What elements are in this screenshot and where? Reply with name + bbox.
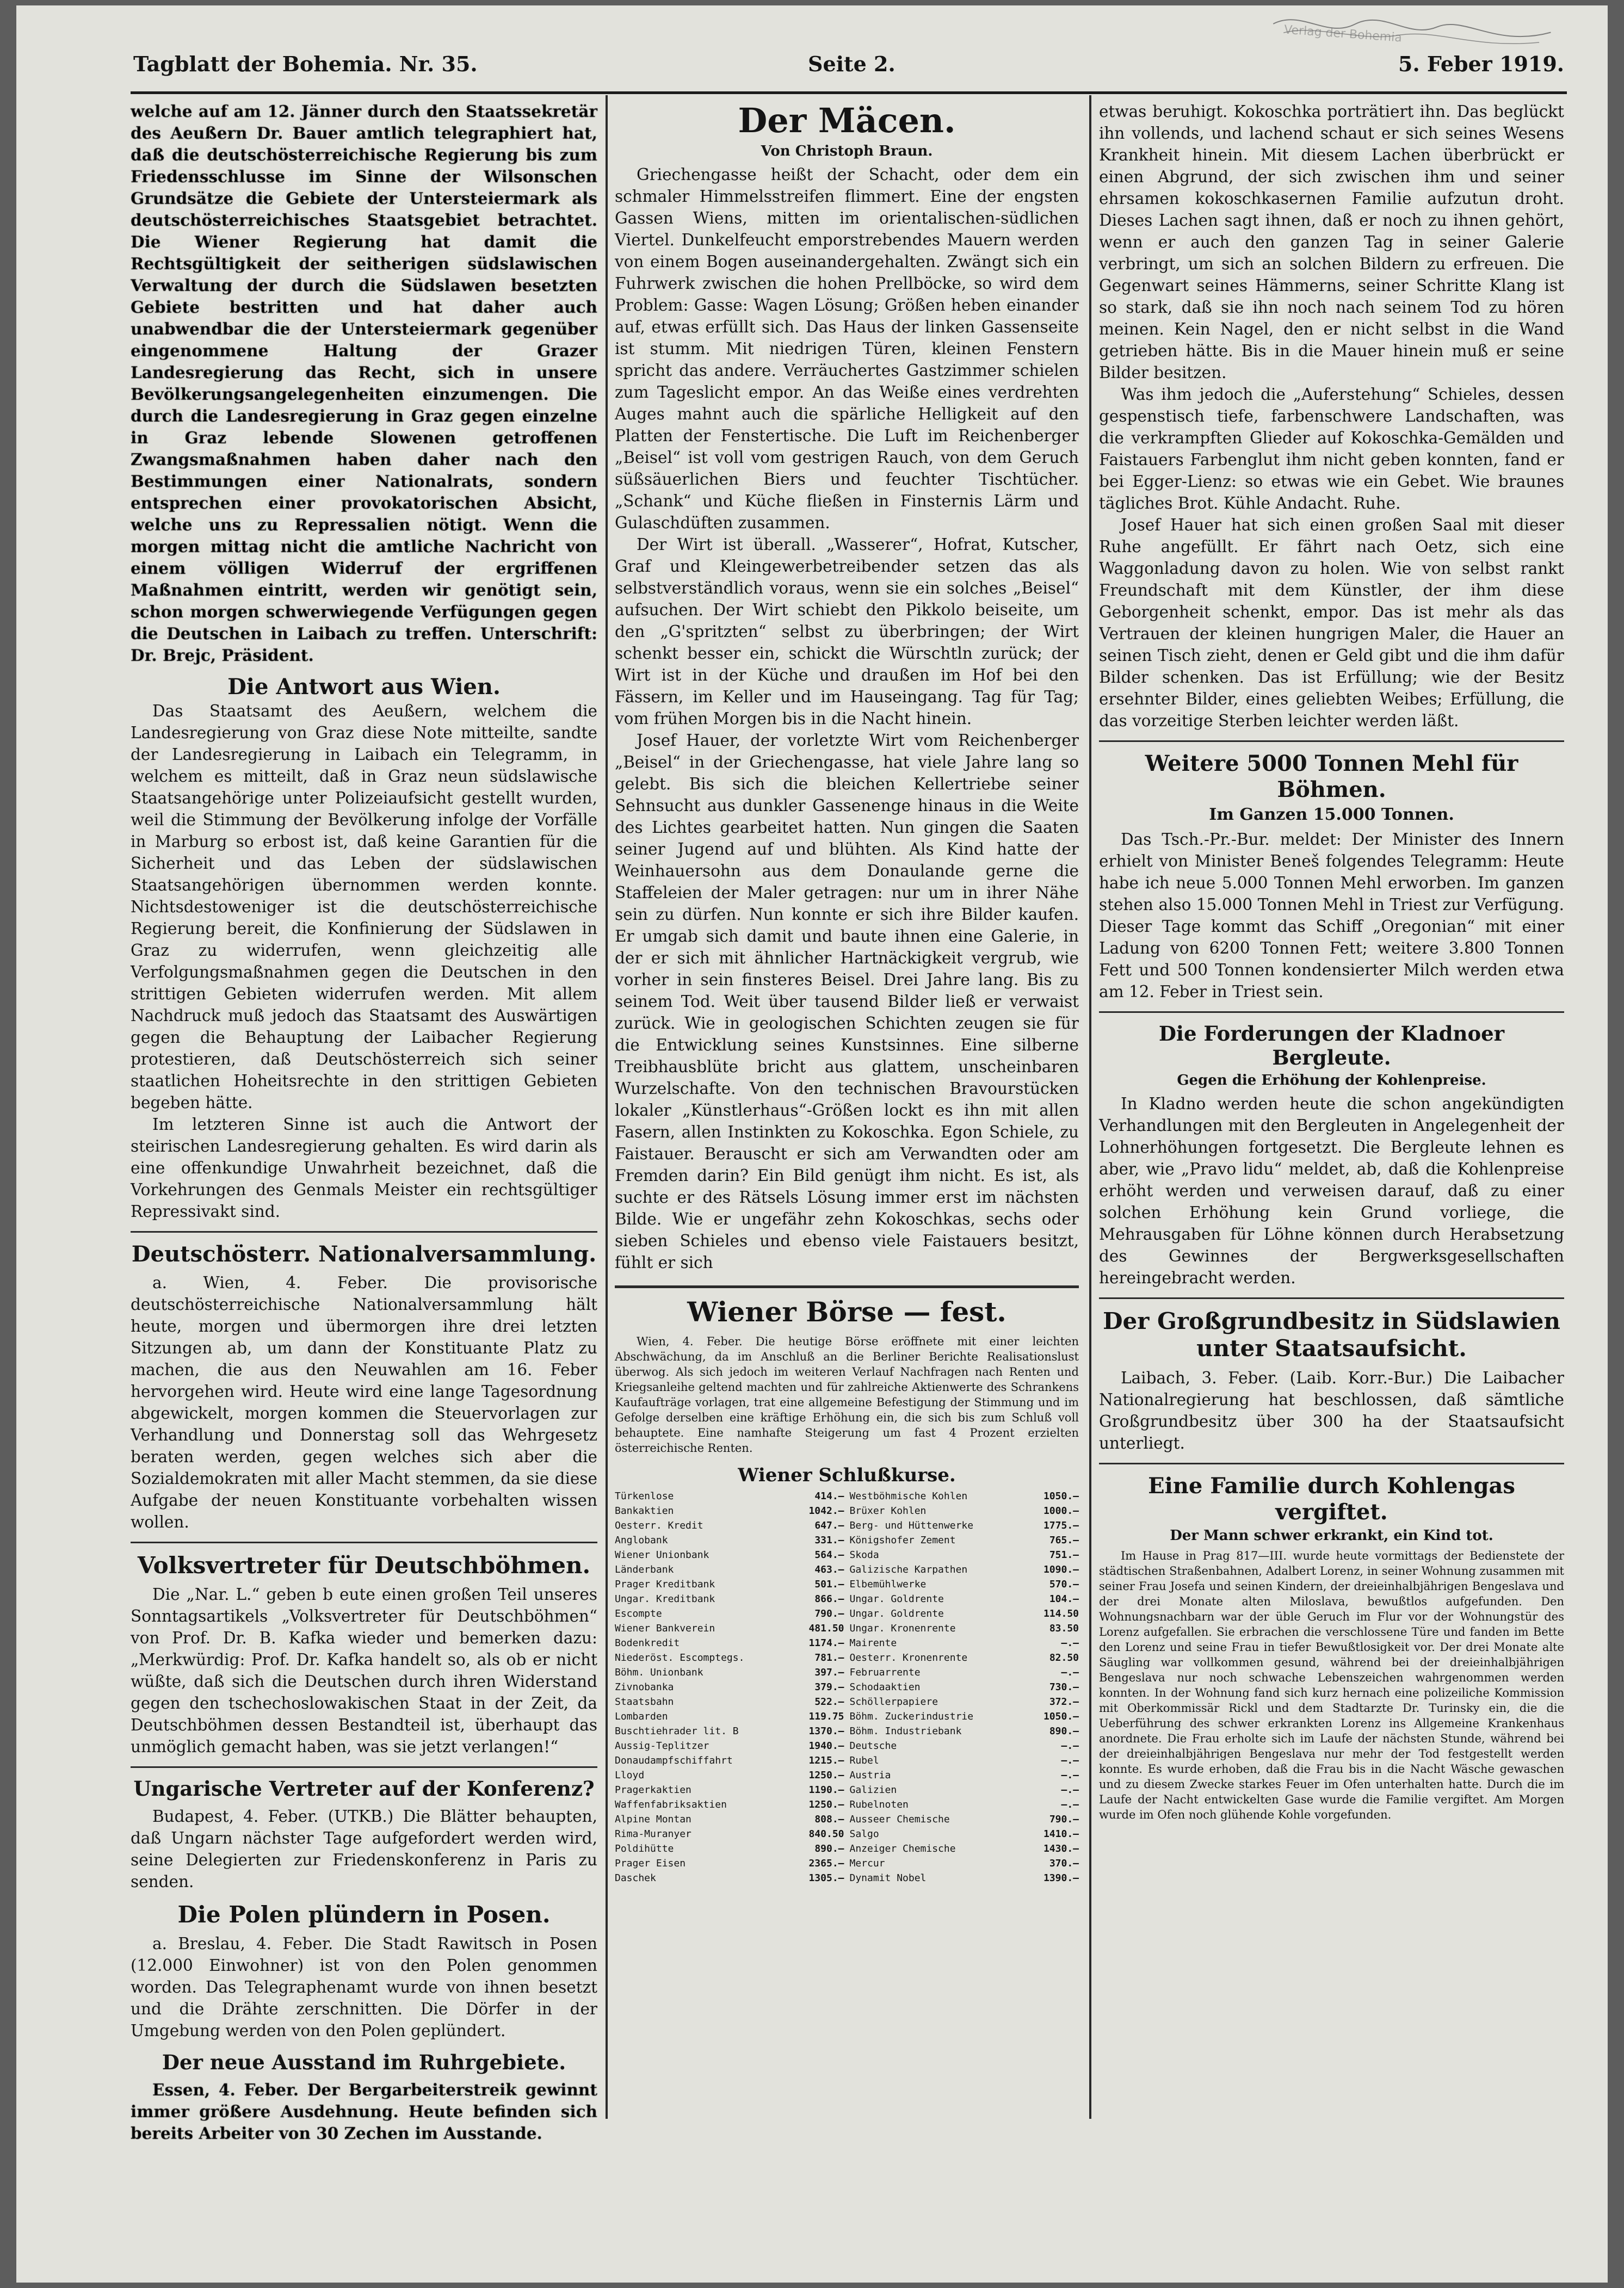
article-nationalversammlung: a. Wien, 4. Feber. Die provisorische deutschösterreichische Nationalversammlung hält heute, morgen und übermorgen ihre drei letzten Sitzungen ab, um dann der Konstituante Platz zu machen, die aus den Neuwahlen am 16. Feber hervorgehen wird. Heute wird eine lange Tagesordnung abgewickelt, morgen kommen die Steuervorlagen zur Verhandlung und Donnerstag soll das Wehrgesetz beraten werden, gegen welches sich aber die Sozialdemokraten mit aller Macht stemmen, da sie diese Aufgabe der neuen Konstituante vorbehalten wissen wollen. [131, 1273, 597, 1531]
quote-value: —.— [1061, 1784, 1079, 1796]
quote-row [615, 1841, 844, 1856]
quote-name: Alpine Montan [615, 1814, 691, 1826]
headline-maecen: Der Mäcen. [738, 101, 956, 140]
quote-name: Böhm. Industriebank [849, 1726, 962, 1737]
quote-name: Westböhmische Kohlen [849, 1491, 968, 1502]
quote-name: Oesterr. Kronenrente [849, 1652, 968, 1664]
quote-value: 1430.— [1043, 1843, 1079, 1855]
quote-row [850, 1827, 1079, 1841]
quote-value: 1050.— [1043, 1711, 1079, 1723]
quote-name: Ausseer Chemische [849, 1814, 950, 1826]
quote-name: Staatsbahn [615, 1696, 674, 1708]
headline-boerse: Wiener Börse — fest. [687, 1296, 1006, 1328]
quote-name: Lloyd [615, 1770, 645, 1782]
quotes-left-column [615, 1489, 844, 1885]
quote-value: —.— [1061, 1799, 1079, 1811]
quote-row [850, 1548, 1079, 1562]
quote-value: 379.— [814, 1681, 844, 1693]
quote-name: Rubel [849, 1755, 879, 1767]
article-ruhrgebiet: Essen, 4. Feber. Der Bergarbeiterstreik gewinnt immer größere Ausdehnung. Heute befinden sich bereits Arbeiter von 30 Zechen im Ausstande. [131, 2080, 597, 2143]
quote-value: 1250.— [808, 1770, 844, 1782]
quote-row [615, 1621, 844, 1636]
quote-value: 564.— [814, 1549, 844, 1561]
quote-row [615, 1856, 844, 1871]
quote-value: 83.50 [1049, 1623, 1079, 1635]
headline-ungarn: Ungarische Vertreter auf der Konferenz? [133, 1777, 595, 1801]
article-kladno: In Kladno werden heute die schon angekündigten Verhandlungen mit den Bergleuten in Angelegenheit der Lohnerhöhungen fortgesetzt. Die Bergleute lehnen es aber, wie „Pravo lidu“ meldet, ab, daß die Kohlenpreise erhöht werden und verweisen darauf, daß zu einer solchen Erhöhung kein Grund vorliege, die Mehrausgaben für Löhne können durch Herabsetzung des Gewinnes der Bergwerksgesellschaften hereingebracht werden. [1099, 1094, 1564, 1287]
section-rule [1099, 740, 1564, 742]
quote-value: 1174.— [808, 1637, 844, 1649]
quote-name: Bankaktien [615, 1505, 674, 1517]
quote-row [850, 1768, 1079, 1783]
quote-row [615, 1724, 844, 1739]
newspaper-page [16, 5, 1608, 2283]
quote-value: 781.— [814, 1652, 844, 1664]
quotes-table [615, 1489, 1079, 1885]
quote-row [850, 1841, 1079, 1856]
quote-row [850, 1562, 1079, 1577]
article-antwort: Das Staatsamt des Aeußern, welchem die Landesregierung von Graz diese Note mitteilte, sandte der Landesregierung in Laibach ein Telegramm, in welchem es mitteilt, daß in Graz neun südslawische Staatsangehörige unter Polizeiaufsicht gestellt wurden, weil die Stimmung der Bevölkerung infolge der Vorfälle in Marburg so erbost ist, daß keine Garantien für die Sicherheit und das Leben der südslawischen Staatsangehörigen übernommen werden konnte. Nichtsdestoweniger ist die deutschösterreichische Regierung bereit, die Konfinierung der Südslawen in Graz zu widerrufen, wenn gleichzeitig alle Verfolgungsmaßnahmen gegen die Deutschen in den strittigen Gebieten widerrufen werden. Mit allem Nachdruck muß jedoch das Staatsamt des Auswärtigen gegen die Behauptung der Laibacher Regierung protestieren, daß Deutschösterreich sich seiner staatlichen Hoheitsrechte in den strittigen Gebieten begeben hätte. [131, 702, 597, 1112]
quote-name: Ungar. Goldrente [849, 1608, 944, 1620]
quote-name: Waffenfabriksaktien [615, 1799, 727, 1811]
quote-value: 751.— [1049, 1549, 1079, 1561]
quote-row [850, 1518, 1079, 1533]
quote-row [615, 1797, 844, 1812]
quote-name: Skoda [849, 1549, 879, 1561]
quote-row [615, 1753, 844, 1768]
quote-name: Anglobank [615, 1535, 668, 1547]
quote-row [615, 1739, 844, 1753]
quote-row [615, 1650, 844, 1665]
quote-name: Escompte [615, 1608, 662, 1620]
feuilleton-cont-p2: Was ihm jedoch die „Auferstehung“ Schieles, dessen gespenstisch tiefe, farbenschwere Landschaften, was die verkrampften Glieder auf Kokoschka-Gemälden und Faistauers Farbenglut ihm nicht geben konnten, fand er bei Egger-Lienz: so etwas wie ein Gebet. Wie braunes tägliches Brot. Kühle Andacht. Ruhe. [1099, 385, 1564, 512]
quote-name: Poldihütte [615, 1843, 674, 1855]
quote-row [850, 1739, 1079, 1753]
quote-value: 790.— [1049, 1814, 1079, 1826]
quote-row [850, 1592, 1079, 1606]
quote-value: 1050.— [1043, 1491, 1079, 1502]
quote-row [850, 1665, 1079, 1680]
quote-value: —.— [1061, 1667, 1079, 1679]
headline-polen: Die Polen plündern in Posen. [177, 1901, 551, 1928]
subhead-kohlengas: Der Mann schwer erkrankt, ein Kind tot. [1170, 1527, 1493, 1544]
quote-row [615, 1695, 844, 1709]
quote-row [615, 1606, 844, 1621]
quote-value: 808.— [814, 1814, 844, 1826]
quote-value: 647.— [814, 1520, 844, 1532]
quote-row [850, 1753, 1079, 1768]
quote-name: Donaudampfschiffahrt [615, 1755, 733, 1767]
quote-row [615, 1636, 844, 1650]
quote-name: Königshofer Zement [849, 1535, 956, 1547]
quote-name: Zivnobanka [615, 1681, 674, 1693]
column-left [131, 101, 597, 2143]
quote-value: 1940.— [808, 1740, 844, 1752]
quote-name: Mairente [849, 1637, 897, 1649]
article-polen: a. Breslau, 4. Feber. Die Stadt Rawitsch in Posen (12.000 Einwohner) ist von den Polen genommen worden. Das Telegraphenamt wurde von ihnen besetzt und die Drähte zerschnitten. Die Dörfer in der Umgebung werden von den Polen geplündert. [131, 1934, 597, 2040]
quote-name: Dynamit Nobel [849, 1872, 927, 1884]
quote-row [615, 1871, 844, 1885]
headline-kladno: Die Forderungen der Kladnoer Bergleute. [1158, 1022, 1505, 1070]
quote-row [850, 1636, 1079, 1650]
quote-row [850, 1812, 1079, 1827]
quote-value: 481.50 [808, 1623, 844, 1635]
quote-value: 1390.— [1043, 1872, 1079, 1884]
quote-value: 730.— [1049, 1681, 1079, 1693]
quote-name: Wiener Unionbank [615, 1549, 709, 1561]
byline-maecen: Von Christoph Braun. [761, 143, 933, 160]
quote-value: 1042.— [808, 1505, 844, 1517]
quote-value: 82.50 [1049, 1652, 1079, 1664]
quote-row [615, 1827, 844, 1841]
quote-name: Türkenlose [615, 1491, 674, 1502]
quote-name: Prager Kreditbank [615, 1579, 715, 1591]
quote-row [850, 1621, 1079, 1636]
quote-value: 1370.— [808, 1726, 844, 1737]
column-right [1099, 101, 1564, 2124]
quote-value: 1000.— [1043, 1505, 1079, 1517]
article-continuation: welche auf am 12. Jänner durch den Staatssekretär des Aeußern Dr. Bauer amtlich telegraphiert hat, daß die deutschösterreichische Regierung bis zum Friedensschlusse im Sinne der Wilsonschen Grundsätze die Gebiete der Untersteiermark als deutschösterreichisches Staatsgebiet betrachtet. Die Wiener Regierung hat damit die Rechtsgültigkeit der seitherigen südslawischen Verwaltung der durch die Südslawen besetzten Gebiete bestritten und hat daher auch unabwendbar die der Untersteiermark gegenüber eingenommene Haltung der Grazer Landesregierung das Recht, sich in unsere Bevölkerungsangelegenheiten einzumengen. Die durch die Landesregierung in Graz gegen einzelne in Graz lebende Slowenen getroffenen Zwangsmaßnahmen haben daher nach den Bestimmungen einer Nationalrats, sondern entsprechen einer provokatorischen Absicht, welche uns zu Repressalien nötigt. Wenn die morgen mittag nicht die amtliche Nachricht von einem völligen Widerruf der ergriffenen Maßnahmen eintritt, werden wir genötigt sein, schon morgen schwerwiegende Verfügungen gegen die Deutschen in Laibach zu treffen. Unterschrift: Dr. Brejc, Präsident. [131, 102, 597, 665]
quote-value: —.— [1061, 1755, 1079, 1767]
quote-value: 463.— [814, 1564, 844, 1576]
quote-value: 119.75 [808, 1711, 844, 1723]
quote-value: 866.— [814, 1593, 844, 1605]
headline-grossgrundbesitz: Der Großgrundbesitz in Südslawien unter Staatsaufsicht. [1103, 1307, 1560, 1362]
quote-row [850, 1489, 1079, 1504]
quote-name: Lombarden [615, 1711, 668, 1723]
quote-name: Wiener Bankverein [615, 1623, 715, 1635]
feuilleton-p3: Josef Hauer, der vorletzte Wirt vom Reichenberger „Beisel“ in der Griechengasse, hat viele Jahre lang so gelebt. Bis sich die bleichen Kellertriebe seiner Sehnsucht aus dunkler Gassenenge hinaus in die Weite des Lichtes gearbeitet hatten. Nun gingen die Saaten seiner Jugend auf und blühten. Als Kind hatte der Weinhauersohn aus dem Donaulande gerne die Staffeleien der Maler getragen: nur um in ihrer Nähe sein zu dürfen. Nun konnte er sich ihre Bilder kaufen. Er umgab sich damit und baute ihnen eine Galerie, in der er sich mit ähnlicher Hartnäckigkeit vergrub, wie vorher in sein finsteres Beisel. Drei Jahre lang. Bis zu seinem Tod. Weit über tausend Bilder ließ er verwaist zurück. Wie in geologischen Schichten zeugen sie für die Entwicklung seines Kunstsinnes. Eine silberne Treibhausblüte bricht aus glattem, unscheinbaren Wurzelschafte. Von den technischen Bravourstücken lokaler „Künstlerhaus“-Größen lockt es ihn mit allen Fasern, allen Instinkten zu Kokoschka. Egon Schiele, zu Faistauer. Berauscht er sich am Verwandten oder am Fremden darin? Ein Bild genügt ihm nicht. Es ist, als suchte er des Rätsels Lösung immer erst im nächsten Bilde. Wie er ungefähr zehn Kokoschkas, sechs oder sieben Schieles und ebenso viele Faistauers besitzt, fühlt er sich [615, 731, 1079, 1272]
quote-name: Austria [849, 1770, 891, 1782]
quote-value: 1215.— [808, 1755, 844, 1767]
quote-name: Buschtiehrader lit. B [615, 1726, 739, 1737]
section-rule [131, 1766, 597, 1768]
quote-row [615, 1518, 844, 1533]
headline-antwort: Die Antwort aus Wien. [227, 674, 501, 700]
subhead-kladno: Gegen die Erhöhung der Kohlenpreise. [1177, 1072, 1486, 1089]
quote-value: 840.50 [808, 1828, 844, 1840]
quote-name: Galizische Karpathen [849, 1564, 968, 1576]
quote-row [615, 1680, 844, 1695]
page-header [133, 52, 1564, 84]
quote-row [850, 1650, 1079, 1665]
quote-value: 1410.— [1043, 1828, 1079, 1840]
headline-mehl: Weitere 5000 Tonnen Mehl für Böhmen. [1145, 751, 1518, 802]
quote-row [850, 1606, 1079, 1621]
quote-name: Februarrente [849, 1667, 921, 1679]
section-rule [615, 1285, 1079, 1288]
quote-value: 570.— [1049, 1579, 1079, 1591]
article-kohlengas: Im Hause in Prag 817—III. wurde heute vormittags der Bedienstete der städtischen Straßenbahnen, Adalbert Lorenz, in seiner Wohnung zusammen mit seiner Frau Josefa und seinen Kindern, der dreieinhalbjährigen Bengeslava und der drei Monate alten Miloslava, bewußtlos aufgefunden. Den Wohnungsnachbarn war der üble Geruch im Flur vor der Wohnungstür des Lorenz aufgefallen. Sie erbrachen die verschlossene Türe und fanden im Bette den Lorenz und seine Frau in tiefer Bewußtlosigkeit vor. Der drei Monate alte Säugling war vollkommen gesund, während bei der dreieinhalbjährigen Bengeslava nur noch schwache Lebenszeichen wahrgenommen werden konnten. In der Wohnung fand sich kurz hernach eine polizeiliche Kommission mit Oberkommissär Rickl und dem Stadtarzte Dr. Turinsky ein, die die Ueberführung des schwer erkrankten Lorenz ins Allgemeine Krankenhaus anordnete. Die Frau erholte sich im Laufe der nächsten Stunde, während bei der dreieinhalbjährigen Bengeslava nur mehr der Tod festgestellt werden konnte. Es wurde erhoben, daß die Frau bis in die Nacht Wäsche gewaschen und zu diesem Zwecke starkes Feuer im Ofen unterhalten hatte. Durch die im Laufe der Nacht entwickelten Gase wurde die Familie vergiftet. Am Morgen wurde im Ofen noch glühende Kohle vorgefunden. [1099, 1549, 1564, 1821]
header-rule [131, 91, 1567, 94]
quote-value: —.— [1061, 1637, 1079, 1649]
quotes-right-column [850, 1489, 1079, 1885]
quote-value: 104.— [1049, 1593, 1079, 1605]
feuilleton-p1: Griechengasse heißt der Schacht, oder dem ein schmaler Himmelsstreifen flimmert. Eine der engsten Gassen Wiens, mitten im orientalischen-südlichen Viertel. Dunkelfeucht emporstrebendes Mauern werden von einem Bogen auseinandergehalten. Zwängt sich ein Fuhrwerk zwischen die hohen Prellböcke, so wird dem Problem: Gasse: Wagen Lösung; Größen heben einander auf, etwas erfüllt sich. Das Haus der linken Gassenseite ist stumm. Mit niedrigen Türen, kleinen Fenstern spricht das andere. Verräuchertes Gastzimmer schielen zum Tageslicht empor. An das Weiße eines verdrehten Auges mahnt auch die spärliche Helligkeit auf den Platten der Fenstertische. Die Luft im Reichenberger „Beisel“ ist voll vom gestrigen Rauch, von dem Geruch süßsäuerlichen Biers und feuchter Tischtücher. „Schank“ und Küche fließen in Finsternis Lärm und Gulaschdüften zusammen. [615, 165, 1079, 533]
header-page-number: Seite 2. [808, 52, 896, 76]
quote-value: 1090.— [1043, 1564, 1079, 1576]
quote-name: Anzeiger Chemische [849, 1843, 956, 1855]
feuilleton-p2: Der Wirt ist überall. „Wasserer“, Hofrat, Kutscher, Graf und Kleingewerbetreibender setzen das als selbstverständlich voraus, wenn sie ein solches „Beisel“ aufsuchen. Der Wirt schiebt den Pikkolo beiseite, um den „G'spritzten“ selbst zu überbringen; der Wirt schenkt besser ein, schickt die Würschtln zurück; der Wirt ist in der Küche und draußen im Hof bei den Fässern, im Keller und im Hauseingang. Tag für Tag; vom frühen Morgen bis in die Nacht hinein. [615, 535, 1079, 728]
headline-schlusskurse: Wiener Schlußkurse. [738, 1464, 956, 1487]
section-rule [131, 1231, 597, 1233]
quote-value: 1190.— [808, 1784, 844, 1796]
quote-row [615, 1812, 844, 1827]
quote-row [850, 1871, 1079, 1885]
header-paper-name: Tagblatt der Bohemia. Nr. 35. [133, 52, 478, 76]
quote-name: Schöllerpapiere [849, 1696, 938, 1708]
headline-kohlengas: Eine Familie durch Kohlengas vergiftet. [1148, 1473, 1515, 1525]
feuilleton-cont-p1: etwas beruhigt. Kokoschka porträtiert ihn. Das beglückt ihn vollends, und lachend schaut er sich seines Wesens Krankheit hinein. Mit diesem Lachen überbrückt er einen Abgrund, der sich zwischen ihm und seiner ehrsamen kokoschkasernen Familie aufzutun droht. Dieses Lachen sagt ihnen, daß er noch zu ihnen gehört, wenn er auch den ganzen Tag in seiner Galerie verbringt, um sich an solchen Bildern zu erfreuen. Die Gegenwart seines Hämmerns, seiner Schritte Klang ist so stark, daß sie ihn noch nach seinem Tod zu hören meinen. Kein Nagel, den er nicht selbst in die Wand getrieben hätte. Bis in die Mauer hinein muß er seine Bilder besitzen. [1099, 102, 1564, 382]
column-middle [615, 101, 1079, 2222]
quote-value: 331.— [814, 1535, 844, 1547]
column-divider-2 [1089, 95, 1091, 2119]
quote-row [850, 1695, 1079, 1709]
quote-value: 114.50 [1043, 1608, 1079, 1620]
quote-row [615, 1504, 844, 1518]
quote-name: Deutsche [849, 1740, 897, 1752]
quote-name: Rima-Muranyer [615, 1828, 691, 1840]
quote-name: Ungar. Kreditbank [615, 1593, 715, 1605]
quote-value: 1775.— [1043, 1520, 1079, 1532]
quote-row [615, 1665, 844, 1680]
quote-value: 414.— [814, 1491, 844, 1502]
quote-value: 890.— [1049, 1726, 1079, 1737]
quote-row [850, 1709, 1079, 1724]
quote-row [850, 1724, 1079, 1739]
quote-value: 372.— [1049, 1696, 1079, 1708]
quote-name: Länderbank [615, 1564, 674, 1576]
quote-value: 790.— [814, 1608, 844, 1620]
quote-name: Schodaaktien [849, 1681, 921, 1693]
quote-row [615, 1709, 844, 1724]
section-rule [1099, 1297, 1564, 1299]
quote-value: 765.— [1049, 1535, 1079, 1547]
quote-row [850, 1680, 1079, 1695]
quote-value: 1250.— [808, 1799, 844, 1811]
quote-value: 501.— [814, 1579, 844, 1591]
quote-row [615, 1768, 844, 1783]
quote-name: Brüxer Kohlen [849, 1505, 927, 1517]
quote-name: Pragerkaktien [615, 1784, 691, 1796]
article-antwort-2: Im letzteren Sinne ist auch die Antwort der steirischen Landesregierung gehalten. Es wird darin als eine offenkundige Unwahrheit bezeichnet, daß die Vorkehrungen des Genmals Meister ein rechtsgültiger Repressivakt sind. [131, 1115, 597, 1221]
header-date: 5. Feber 1919. [1398, 52, 1564, 76]
column-divider-1 [606, 95, 608, 2119]
quote-name: Salgo [849, 1828, 879, 1840]
quote-name: Rubelnoten [849, 1799, 909, 1811]
quote-row [615, 1577, 844, 1592]
quote-value: 522.— [814, 1696, 844, 1708]
quote-row [850, 1577, 1079, 1592]
feuilleton-cont-p3: Josef Hauer hat sich einen großen Saal mit dieser Ruhe angefüllt. Er fährt nach Oetz, sich eine Waggonladung davon zu holen. Wie von selbst rankt Freundschaft mit dem Künstler, der ihm diese Geborgenheit schenkt, empor. Das ist mehr als das Vertrauen der kleinen hungrigen Maler, die Hauer an seinen Tisch zieht, denen er Geld gibt und die ihm dafür Bilder schenken. Das ist Erfüllung; wie der Besitz ersehnter Bilder, eines geliebten Weibes; Erfüllung, die das vorzeitige Sterben leichter werden läßt. [1099, 516, 1564, 730]
quote-value: 2365.— [808, 1858, 844, 1870]
quote-row [615, 1533, 844, 1548]
quote-row [850, 1797, 1079, 1812]
quote-name: Böhm. Unionbank [615, 1667, 703, 1679]
headline-volksvertreter: Volksvertreter für Deutschböhmen. [137, 1552, 591, 1579]
quote-value: —.— [1061, 1770, 1079, 1782]
article-ungarn: Budapest, 4. Feber. (UTKB.) Die Blätter behaupten, daß Ungarn nächster Tage aufgefordert werden wird, seine Delegierten zur Friedenskonferenz in Paris zu senden. [131, 1807, 597, 1891]
subhead-mehl: Im Ganzen 15.000 Tonnen. [1209, 805, 1454, 824]
quote-name: Bodenkredit [615, 1637, 680, 1649]
quote-row [850, 1504, 1079, 1518]
quote-name: Galizien [849, 1784, 897, 1796]
section-rule [1099, 1463, 1564, 1464]
quote-row [615, 1562, 844, 1577]
quote-name: Prager Eisen [615, 1858, 686, 1870]
quote-name: Ungar. Kronenrente [849, 1623, 956, 1635]
section-rule [1099, 1011, 1564, 1013]
article-volksvertreter: Die „Nar. L.“ geben b eute einen großen Teil unseres Sonntagsartikels „Volksvertreter für Deutschböhmen“ von Prof. Dr. B. Kafka wieder und bemerken dazu: „Merkwürdig: Prof. Dr. Kafka handelt so, als ob er nicht wüßte, daß sich die Deutschen durch ihren Widerstand gegen den tschechoslowakischen Staat in der Zeit, da Deutschböhmen dessen Bestandteil ist, überhaupt das unmöglich gemacht haben, was sie jetzt verlangen!“ [131, 1585, 597, 1757]
headline-nationalversammlung: Deutschösterr. Nationalversammlung. [131, 1241, 597, 1267]
quote-name: Böhm. Zuckerindustrie [849, 1711, 974, 1723]
stamp-text: Verlag der Bohemia [1283, 23, 1403, 45]
quote-name: Niederöst. Escomptegs. [615, 1652, 745, 1664]
quote-row [850, 1783, 1079, 1797]
article-boerse: Wien, 4. Feber. Die heutige Börse eröffnete mit einer leichten Abschwächung, da im Anschluß an die Berliner Berichte Realisationslust überwog. Als sich jedoch im weiteren Verlauf Nachfragen nach Renten und Kriegsanleihe geltend machten und für zahlreiche Aktienwerte des Schrankens Kaufaufträge vorlagen, trat eine allgemeine Befestigung der Stimmung und im Gefolge derselben eine kräftige Erhöhung ein, die sich bis zum Schluß voll behauptete. Eine namhafte Steigerung um fast 4 Prozent erzielten österreichische Renten. [615, 1335, 1079, 1455]
quote-name: Oesterr. Kredit [615, 1520, 703, 1532]
quote-value: 890.— [814, 1843, 844, 1855]
article-grossgrundbesitz: Laibach, 3. Feber. (Laib. Korr.-Bur.) Die Laibacher Nationalregierung hat beschlossen, daß sämtliche Großgrundbesitz über 300 ha der Staatsaufsicht unterliegt. [1099, 1368, 1564, 1452]
quote-name: Daschek [615, 1872, 656, 1884]
quote-row [850, 1856, 1079, 1871]
section-rule [131, 1542, 597, 1543]
quote-row [615, 1783, 844, 1797]
quote-name: Aussig-Teplitzer [615, 1740, 709, 1752]
quote-row [615, 1489, 844, 1504]
quote-row [850, 1533, 1079, 1548]
quote-value: 397.— [814, 1667, 844, 1679]
headline-ruhrgebiet: Der neue Ausstand im Ruhrgebiete. [162, 2050, 566, 2075]
quote-name: Elbemühlwerke [849, 1579, 927, 1591]
quote-row [615, 1548, 844, 1562]
quote-name: Mercur [849, 1858, 885, 1870]
quote-row [615, 1592, 844, 1606]
quote-value: 1305.— [808, 1872, 844, 1884]
quote-value: —.— [1061, 1740, 1079, 1752]
quote-name: Ungar. Goldrente [849, 1593, 944, 1605]
quote-value: 370.— [1049, 1858, 1079, 1870]
article-mehl: Das Tsch.-Pr.-Bur. meldet: Der Minister des Innern erhielt von Minister Beneš folgendes Telegramm: Heute habe ich neue 5.000 Tonnen Mehl erworben. Im ganzen stehen also 15.000 Tonnen Mehl in Triest zur Verfügung. Dieser Tage kommt das Schiff „Oregonian“ mit einer Ladung von 6200 Tonnen Fett; weitere 3.800 Tonnen Fett und 500 Tonnen kondensierter Milch werden etwa am 12. Feber in Triest sein. [1099, 830, 1564, 1001]
quote-name: Berg- und Hüttenwerke [849, 1520, 974, 1532]
